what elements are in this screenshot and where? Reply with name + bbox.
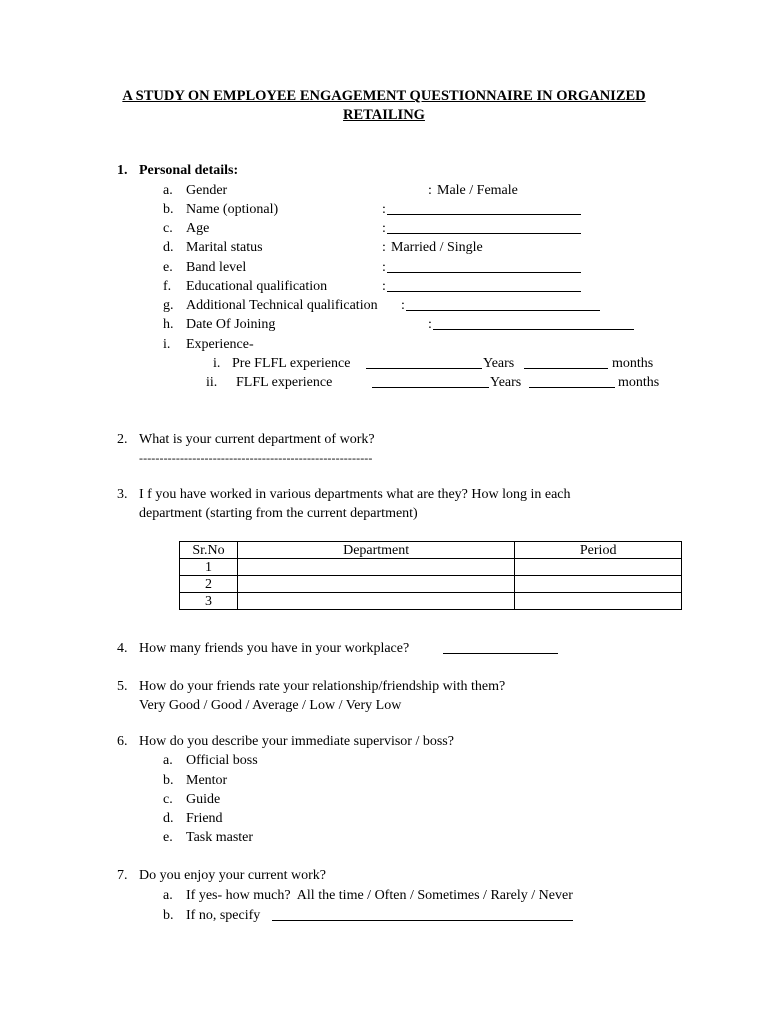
age-label: Age: [186, 221, 210, 236]
flfl-label: FLFL experience: [236, 375, 333, 390]
gender-separator: :: [428, 183, 432, 198]
department-cell[interactable]: [237, 559, 514, 576]
q6-text: How do you describe your immediate supervisor / boss?: [139, 734, 454, 749]
experience-sub-marker: i.: [213, 356, 221, 371]
q6-option-marker: d.: [163, 811, 174, 826]
flfl-years-label: Years: [490, 375, 522, 390]
department-header: Department: [237, 542, 514, 559]
band-level-field[interactable]: [387, 259, 581, 273]
q3-text-line-2: department (starting from the current department): [139, 506, 418, 521]
pre-flfl-label: Pre FLFL experience: [232, 356, 351, 371]
q1-item-marker: d.: [163, 240, 174, 255]
educational-qualification-label: Educational qualification: [186, 279, 328, 294]
q1-item-marker: e.: [163, 260, 173, 275]
table-header-row: [180, 542, 682, 559]
q1-item-marker: h.: [163, 317, 174, 332]
sr-no-cell: 2: [180, 576, 238, 593]
q7-option-marker: a.: [163, 888, 173, 903]
additional-qualification-field[interactable]: [406, 297, 600, 311]
date-of-joining-separator: :: [428, 317, 432, 332]
marital-status-label: Marital status: [186, 240, 263, 255]
q1-item-marker: g.: [163, 298, 174, 313]
q1-item-marker: c.: [163, 221, 173, 236]
name-label: Name (optional): [186, 202, 279, 217]
period-cell[interactable]: [515, 593, 682, 610]
q5-number: 5.: [117, 679, 128, 694]
department-cell[interactable]: [237, 593, 514, 610]
q5-text: How do your friends rate your relationship/friendship with them?: [139, 679, 506, 694]
period-cell[interactable]: [515, 576, 682, 593]
band-level-separator: :: [382, 260, 386, 275]
table-row: [180, 559, 682, 576]
q1-item-marker: b.: [163, 202, 174, 217]
q6-option-marker: b.: [163, 773, 174, 788]
pre-flfl-months-field[interactable]: [524, 355, 608, 369]
q2-number: 2.: [117, 432, 128, 447]
q7-option-marker: b.: [163, 908, 174, 923]
flfl-months-label: months: [618, 375, 660, 390]
table-row: [180, 576, 682, 593]
q1-item-marker: i.: [163, 337, 171, 352]
period-cell[interactable]: [515, 559, 682, 576]
q3-text-line-1: I f you have worked in various departments what are they? How long in each: [139, 487, 571, 502]
q3-number: 3.: [117, 487, 128, 502]
flfl-years-field[interactable]: [372, 374, 489, 388]
q6-option-guide[interactable]: Guide: [186, 792, 221, 807]
date-of-joining-label: Date Of Joining: [186, 317, 276, 332]
experience-label: Experience-: [186, 337, 254, 352]
q5-options[interactable]: Very Good / Good / Average / Low / Very Low: [139, 698, 402, 713]
q1-number: 1.: [117, 163, 128, 178]
sr-no-cell: 3: [180, 593, 238, 610]
period-header: Period: [515, 542, 682, 559]
pre-flfl-years-label: Years: [483, 356, 515, 371]
marital-status-separator: :: [382, 240, 386, 255]
q1-item-marker: f.: [163, 279, 172, 294]
q6-option-marker: a.: [163, 753, 173, 768]
educational-qualification-field[interactable]: [387, 278, 581, 292]
q6-option-official-boss[interactable]: Official boss: [186, 753, 258, 768]
additional-qualification-label: Additional Technical qualification: [186, 298, 378, 313]
marital-status-options[interactable]: Married / Single: [391, 240, 483, 255]
table-row: [180, 593, 682, 610]
page-title-line-1: A STUDY ON EMPLOYEE ENGAGEMENT QUESTIONNAIRE IN ORGANIZED: [122, 88, 646, 104]
flfl-months-field[interactable]: [529, 374, 615, 388]
q2-text: What is your current department of work?: [139, 432, 375, 447]
name-separator: :: [382, 202, 386, 217]
q7-specify-field[interactable]: [272, 907, 573, 921]
q7-number: 7.: [117, 868, 128, 883]
q6-option-friend[interactable]: Friend: [186, 811, 223, 826]
q6-option-marker: c.: [163, 792, 173, 807]
band-level-label: Band level: [186, 260, 247, 275]
experience-sub-marker: ii.: [206, 375, 218, 390]
date-of-joining-field[interactable]: [433, 316, 634, 330]
q6-option-task-master[interactable]: Task master: [186, 830, 254, 845]
age-separator: :: [382, 221, 386, 236]
q6-number: 6.: [117, 734, 128, 749]
q2-answer-line[interactable]: ---------------------------------------------------------: [139, 451, 373, 465]
friends-count-field[interactable]: [443, 640, 558, 654]
q1-heading: Personal details:: [139, 163, 239, 178]
name-field[interactable]: [387, 201, 581, 215]
age-field[interactable]: [387, 220, 581, 234]
q7-how-much-options[interactable]: If yes- how much? All the time / Often / Sometimes / Rarely / Never: [186, 888, 573, 903]
additional-qualification-separator: :: [401, 298, 405, 313]
educational-qualification-separator: :: [382, 279, 386, 294]
q1-item-marker: a.: [163, 183, 173, 198]
q7-text: Do you enjoy your current work?: [139, 868, 327, 883]
q4-number: 4.: [117, 641, 128, 656]
q6-option-marker: e.: [163, 830, 173, 845]
gender-label: Gender: [186, 183, 228, 198]
sr-no-cell: 1: [180, 559, 238, 576]
sr-no-header: Sr.No: [180, 542, 238, 559]
q6-option-mentor[interactable]: Mentor: [186, 773, 228, 788]
department-cell[interactable]: [237, 576, 514, 593]
pre-flfl-years-field[interactable]: [366, 355, 482, 369]
pre-flfl-months-label: months: [612, 356, 654, 371]
gender-options[interactable]: Male / Female: [437, 183, 518, 198]
q4-text: How many friends you have in your workplace?: [139, 641, 410, 656]
q7-if-no-label: If no, specify: [186, 908, 261, 923]
department-table: [179, 541, 682, 610]
page-title-line-2: RETAILING: [343, 107, 425, 123]
